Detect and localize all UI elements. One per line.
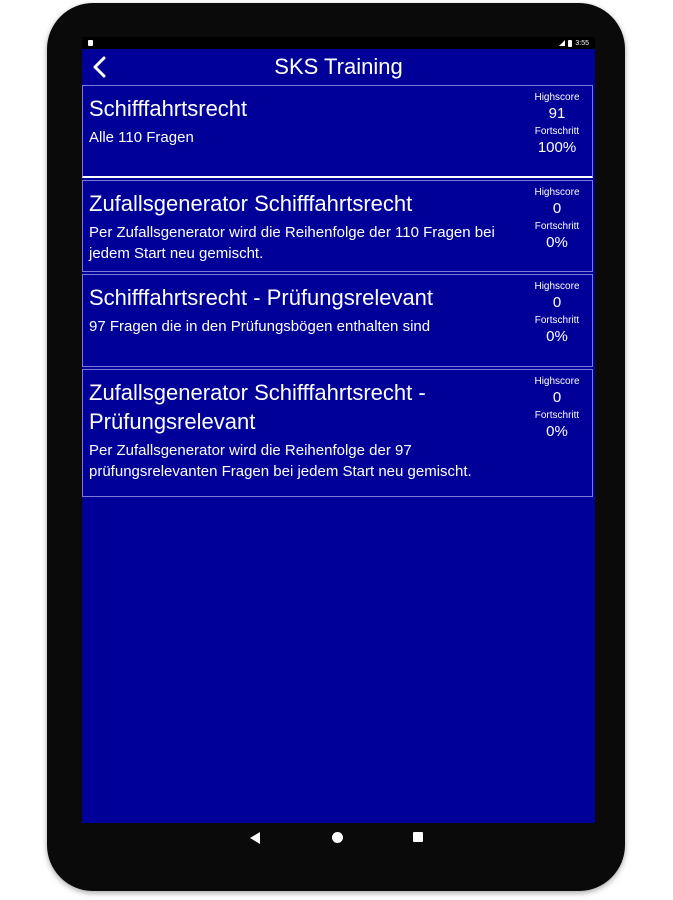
highscore-label: Highscore [534,187,580,198]
nav-recents-icon[interactable] [413,832,423,842]
progress-value: 0% [546,423,568,440]
app-bar [82,49,595,85]
highscore-value: 0 [552,294,562,311]
list-item[interactable] [82,85,593,178]
item-stats [526,281,588,349]
nav-home-icon[interactable] [332,832,343,843]
progress-value: 100% [537,139,577,156]
item-stats [526,187,588,255]
item-content [89,94,519,148]
progress-label: Fortschritt [534,315,580,326]
highscore-label: Highscore [534,376,580,387]
item-title: Schifffahrtsrecht [89,96,248,121]
item-stats [526,376,588,444]
status-bar [82,37,595,49]
highscore-label: Highscore [534,92,580,103]
back-button[interactable] [88,56,110,78]
list-item[interactable] [82,180,593,272]
signal-icon [559,40,565,46]
system-nav-bar [0,824,673,854]
item-title: Schifffahrtsrecht - Prüfungsrelevant [89,285,434,310]
item-content [89,189,519,264]
status-time: 3:55 [575,39,589,47]
list-item[interactable] [82,274,593,367]
progress-label: Fortschritt [534,221,580,232]
progress-value: 0% [546,328,568,345]
app-screen [82,37,595,823]
list-item[interactable] [82,369,593,497]
page-title: SKS Training [274,54,403,79]
item-title: Zufallsgenerator Schifffahrtsrecht - Prüfungsrelevant [89,380,426,434]
highscore-value: 91 [548,105,566,122]
status-right [559,40,589,47]
highscore-value: 0 [552,389,562,406]
item-description: Per Zufallsgenerator wird die Reihenfolge der 97 prüfungsrelevanten Fragen bei jedem Start neu gemischt. [89,442,472,480]
item-description: Alle 110 Fragen [89,129,194,146]
item-description: Per Zufallsgenerator wird die Reihenfolge der 110 Fragen bei jedem Start neu gemischt. [89,224,495,262]
item-title: Zufallsgenerator Schifffahrtsrecht [89,191,413,216]
chevron-left-icon [91,56,107,78]
progress-label: Fortschritt [534,126,580,137]
item-content [89,283,519,337]
battery-icon [568,40,572,47]
progress-label: Fortschritt [534,410,580,421]
item-stats [526,92,588,160]
item-description: 97 Fragen die in den Prüfungsbögen enthalten sind [89,318,431,335]
progress-value: 0% [546,234,568,251]
notification-icon [88,40,93,46]
nav-back-icon[interactable] [250,832,260,844]
highscore-value: 0 [552,200,562,217]
highscore-label: Highscore [534,281,580,292]
item-content [89,378,519,482]
